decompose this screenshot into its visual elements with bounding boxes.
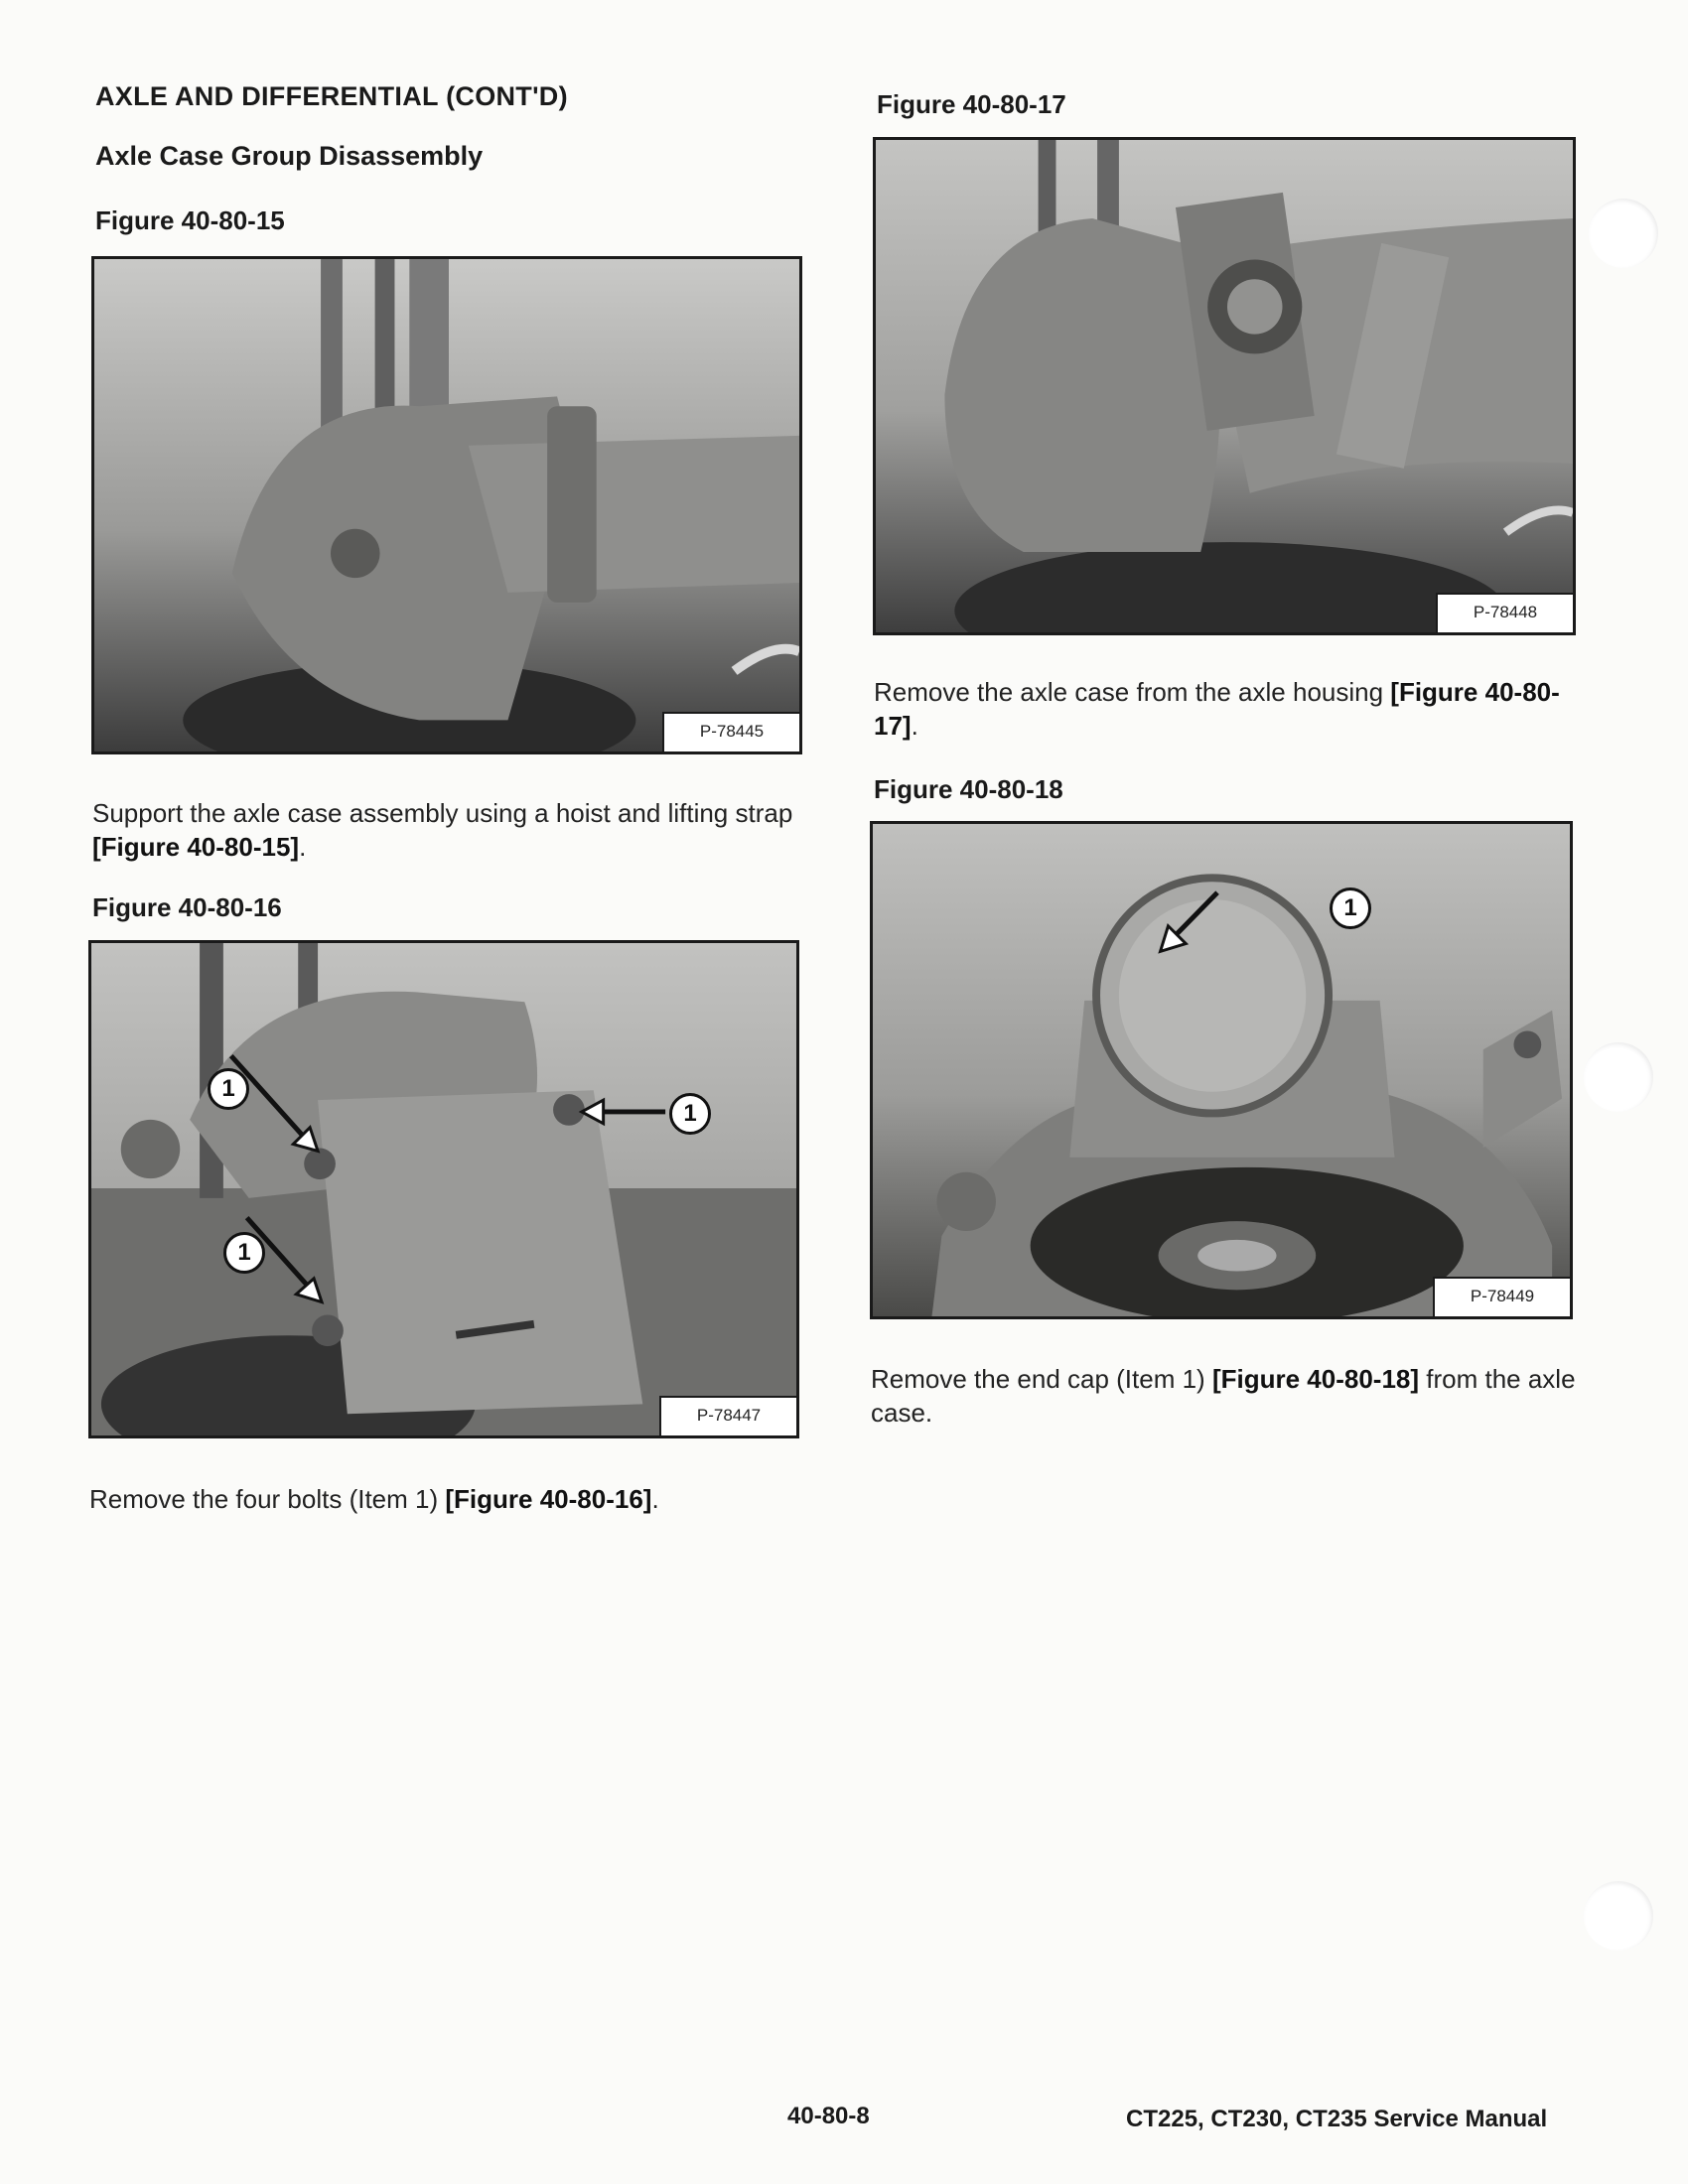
callout-item-1: 1 — [669, 1093, 711, 1135]
binder-hole — [1589, 199, 1658, 268]
instruction-text-17 — [874, 675, 1581, 743]
instruction-body: Support the axle case assembly using a hoist and lifting strap — [92, 798, 793, 828]
instruction-body: Remove the four bolts (Item 1) — [89, 1484, 446, 1514]
instruction-body: Remove the end cap (Item 1) — [871, 1364, 1212, 1394]
end-cap-photo — [873, 824, 1570, 1316]
instruction-text-16 — [89, 1482, 802, 1516]
page-number: 40-80-8 — [787, 2103, 870, 2129]
instruction-tail: . — [651, 1484, 659, 1514]
callout-item-1: 1 — [1330, 887, 1371, 929]
figure-reference: [Figure 40-80-18] — [1211, 1364, 1420, 1394]
axle-case-bolts-photo — [91, 943, 796, 1435]
figure-reference: [Figure 40-80-17] — [874, 677, 1560, 741]
photo-code-18: P-78449 — [1433, 1277, 1570, 1316]
figure-photo-16 — [88, 940, 799, 1438]
instruction-tail: from the axle case. — [871, 1364, 1576, 1428]
instruction-tail: . — [911, 711, 918, 741]
instruction-body: Remove the axle case from the axle housing — [874, 677, 1391, 707]
figure-photo-15 — [91, 256, 802, 754]
axle-case-hoist-photo — [94, 259, 799, 751]
figure-reference: [Figure 40-80-16] — [445, 1484, 652, 1514]
instruction-text-15 — [92, 796, 805, 864]
photo-code-15: P-78445 — [662, 712, 799, 751]
figure-label-17: Figure 40-80-17 — [877, 89, 1066, 119]
figure-photo-18 — [870, 821, 1573, 1319]
axle-case-removed-photo — [876, 140, 1573, 632]
instruction-text-18 — [871, 1362, 1578, 1430]
binder-hole — [1584, 1042, 1653, 1112]
photo-code-17: P-78448 — [1436, 593, 1573, 632]
callout-item-1: 1 — [208, 1068, 249, 1110]
subsection-title: Axle Case Group Disassembly — [95, 141, 484, 171]
figure-label-15: Figure 40-80-15 — [95, 205, 285, 235]
figure-label-16: Figure 40-80-16 — [92, 892, 282, 922]
section-title: AXLE AND DIFFERENTIAL (CONT'D) — [95, 81, 568, 111]
figure-photo-17 — [873, 137, 1576, 635]
figure-reference: [Figure 40-80-15] — [92, 832, 300, 862]
figure-label-18: Figure 40-80-18 — [874, 774, 1063, 804]
manual-title: CT225, CT230, CT235 Service Manual — [1126, 2106, 1548, 2132]
callout-item-1: 1 — [223, 1232, 265, 1274]
binder-hole — [1584, 1881, 1653, 1951]
photo-code-16: P-78447 — [659, 1396, 796, 1435]
instruction-tail: . — [299, 832, 307, 862]
